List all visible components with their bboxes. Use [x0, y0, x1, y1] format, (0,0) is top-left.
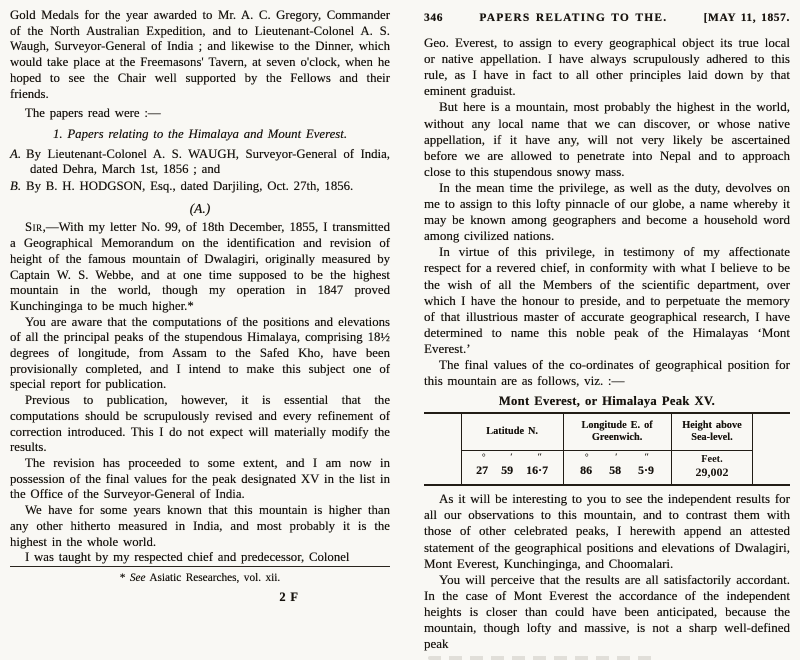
footnote-reference: Asiatic Researches, vol. xii. [145, 571, 281, 584]
paragraph-geo-everest: Geo. Everest, to assign to every geographical object its true local or native appellation. I have always scrupulously adhered to this rule, as I have in fact to all other principles laid down by that eminent graduist. [424, 35, 790, 99]
longitude-units [572, 454, 663, 463]
minute-symbol: ′ [615, 453, 618, 464]
header-date: [MAY 11, 1857. [703, 12, 790, 24]
degree-symbol: ° [481, 453, 486, 464]
paragraph-naming-mont-everest: In virtue of this privilege, in testimony of my affectionate respect for a revered chief, in conformity with what I believe to be the wish of all the Members of the scientific department, over which I have the honour to preside, and to perpetuate the memory of that illustrious master of accurate geographical research, I have determined to name this noble peak of the Himalayas ‘Mont Everest.’ [424, 244, 790, 356]
table-title: Mont Everest, or Himalaya Peak XV. [498, 394, 716, 409]
feet-label: Feet. [701, 454, 723, 466]
paragraph-taught-by-chief: I was taught by my respected chief and predecessor, Colonel [25, 550, 350, 565]
height-header: Height above Sea-level. [672, 414, 753, 451]
latitude-column [461, 414, 563, 484]
paragraph-sir-letter [10, 220, 390, 314]
footnote-see: See [129, 571, 146, 584]
item-marker: B. [10, 179, 22, 194]
running-title: PAPERS RELATING TO THE. [479, 12, 668, 24]
latitude-numbers [470, 463, 555, 477]
paragraph-revision: The revision has proceeded to some extent, and I am now in possession of the final values for the peak designated XV in the list in the Office of the Surveyor-General of India. [10, 455, 390, 502]
latitude-seconds: 16·7 [526, 463, 549, 478]
longitude-column [563, 414, 671, 484]
longitude-numbers [572, 463, 663, 477]
paragraph-final-values: The final values of the co-ordinates of geographical position for this mountain are as follows, viz. :— [424, 356, 790, 389]
left-page [0, 0, 398, 604]
salutation: Sir [25, 220, 43, 235]
item-text: By Lieutenant-Colonel A. S. WAUGH, Surveyor-General of India, dated Dehra, March 1st, 1856 ; and [26, 146, 390, 177]
latitude-units [470, 454, 555, 463]
degree-symbol: ° [584, 453, 589, 464]
paper-item-a [10, 147, 390, 178]
signature-mark: 2 F [279, 589, 298, 604]
paragraph-independent-results: As it will be interesting to you to see the independent results for all our observations to this mountain, and to contrast them with those of other celebrated peaks, I herewith append an attested statement of the geographical positions and elevations of Dwalagiri, Mont Everest, Kunchinginga, and Choomalari. [424, 491, 790, 571]
paragraph-computations: You are aware that the computations of the positions and elevations of all the principal peaks of the stupendous Himalaya, comprising 18½ degrees of longitude, from Assam to the Safed Kho, have been provisionally completed, and I intend to make this subject one of special report for publication. [10, 314, 390, 392]
paragraph-previous-publication: Previous to publication, however, it is essential that the computations should be scrupulously revised and every refinement of correction introduced. This I do not expect will materially modify the results. [10, 393, 390, 455]
longitude-seconds: 5·9 [638, 463, 655, 478]
page-number: 346 [424, 12, 444, 24]
papers-read-line: The papers read were :— [25, 106, 161, 121]
height-value: 29,002 [695, 465, 729, 480]
height-column [671, 414, 754, 484]
longitude-degrees: 86 [580, 463, 593, 478]
papers-list-heading: 1. Papers relating to the Himalaya and Mount Everest. [52, 126, 348, 141]
right-page [398, 0, 800, 652]
footnote-block [10, 566, 390, 609]
paper-item-b [10, 179, 390, 195]
section-heading-a: (A.) [189, 200, 211, 216]
coordinates-table-box [461, 414, 754, 484]
height-values [672, 451, 753, 484]
second-symbol: ″ [644, 453, 650, 464]
coordinates-table [424, 412, 790, 486]
paragraph-privilege-devolves: In the mean time the privilege, as well as the duty, devolves on me to assign to this lofty pinnacle of our globe, a name whereby it may be known among geographers and become a household word among civilized nations. [424, 179, 790, 244]
item-text: By B. H. HODGSON, Esq., dated Darjiling, Oct. 27th, 1856. [26, 179, 354, 194]
footnote [10, 571, 390, 587]
longitude-minutes: 58 [609, 463, 622, 478]
latitude-degrees: 27 [476, 463, 489, 478]
latitude-values [462, 451, 563, 482]
paragraph-text: ,—With my letter No. 99, of 18th December, 1855, I transmitted a Geographical Memorandum on the identification and revision of height of the famous mountain of Dwalagiri, originally measured by Captain W. S. Webbe, and at one time supposed to be the highest mountain in the world, though my operation in 1847 proved Kunchinginga to be much higher.* [10, 220, 390, 313]
latitude-minutes: 59 [501, 463, 514, 478]
paragraph-here-is-a-mountain: But here is a mountain, most probably the highest in the world, without any local name that we can discover, or whose native appellation, if it have any, will not very likely be ascertained before we are allowed to penetrate into Nepal and to approach close to this stupendous snowy mass. [424, 99, 790, 179]
minute-symbol: ′ [510, 453, 513, 464]
paragraph-satisfactorily-accordant: You will perceive that the results are all satisfactorily accordant. In the case of Mont Everest the accordance of the independent heights is closer than could have been anticipated, because the mountain, though lofty and massive, is not a sharp well-defined peak [424, 571, 790, 652]
second-symbol: ″ [537, 453, 543, 464]
page-header [424, 10, 790, 26]
latitude-header: Latitude N. [462, 414, 563, 451]
footnote-divider [10, 566, 390, 567]
paragraph-higher-mountain: We have for some years known that this mountain is higher than any other hitherto measured in India, and most probably it is the highest in the whole world. [10, 503, 390, 549]
longitude-values [564, 451, 671, 482]
item-marker: A. [10, 146, 22, 161]
footnote-marker: * [119, 571, 130, 584]
paragraph-gold-medals: Gold Medals for the year awarded to Mr. A. C. Gregory, Commander of the North Australian Expedition, and to Lieutenant-Colonel A. S. Waugh, Surveyor-General of India ; and likewise to the Dinner, which would take place at the Freemasons' Tavern, at seven o'clock, when he hoped to see the Chair well supported by the Fellows and their friends. [10, 8, 390, 101]
cropped-line-remnant [428, 656, 655, 660]
longitude-header: Longitude E. of Greenwich. [564, 414, 671, 451]
